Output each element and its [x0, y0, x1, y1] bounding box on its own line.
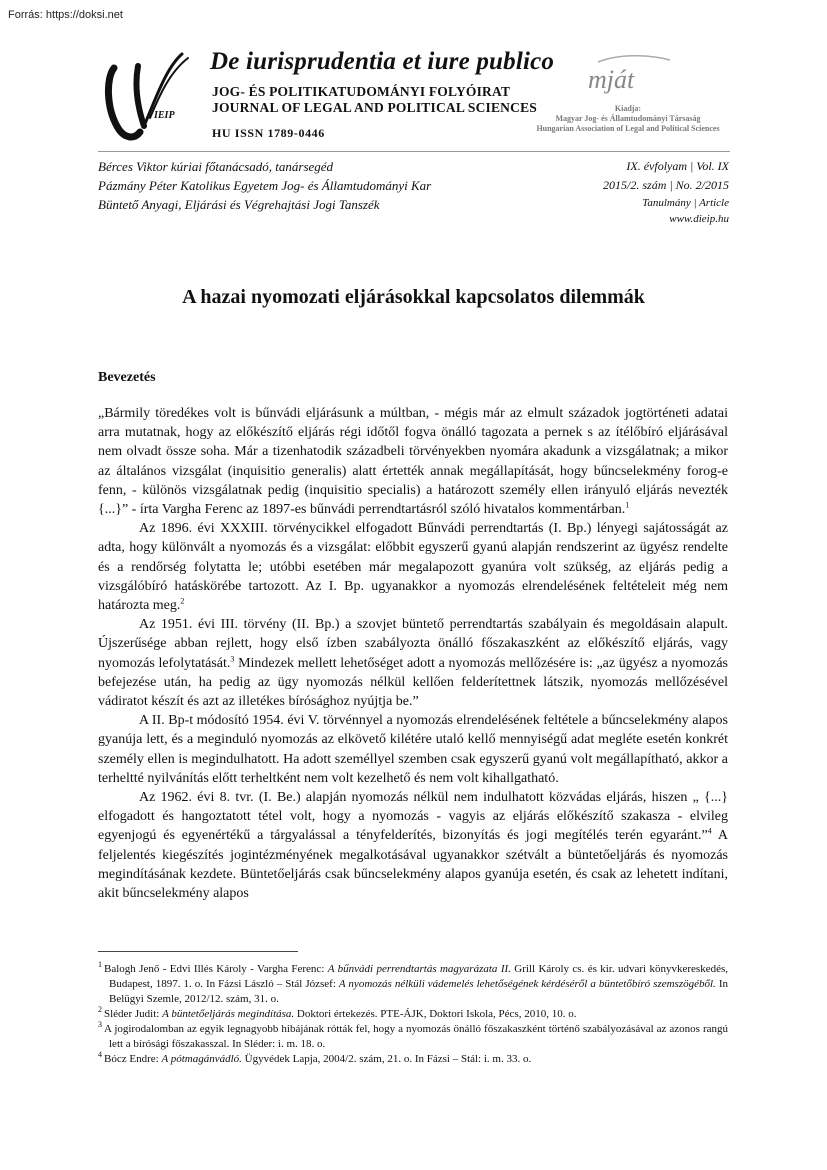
footnotes — [98, 962, 728, 1067]
section-heading: Bevezetés — [98, 370, 156, 385]
journal-logo — [104, 48, 204, 148]
issue-volume: IX. évfolyam | Vol. IX — [626, 159, 729, 173]
paragraph-5: Az 1962. évi 8. tvr. (I. Be.) alapján nyomozás nélkül nem indulhatott közvádas eljárás, hiszen „ {...} elfogadott és hangoztatott tétel volt, hogy a nyomozás - vagyis az eljárás előkészítő szakasza - elvileg egyenjogú és egyenértékű a tárgyalással a tényfelderítés, bizonyítás és jogi megítélés terén egyaránt.”$^4$ A feljelentés kiegészítés jogintézményének megalkotásával ugyanakkor szétvált a büntetőeljárás és nyomozás megindításának kezdete. Büntetőeljárás csak bűncselekmény alapos gyanúja esetén, és csak az lehetett indítani, akit bűncselekmény alapos — [98, 790, 728, 902]
article-title: A hazai nyomozati eljárásokkal kapcsolatos dilemmák — [182, 286, 645, 308]
journal-subtitle-en: JOURNAL OF LEGAL AND POLITICAL SCIENCES — [212, 100, 537, 115]
footnote-2: $^2$ Sléder Judit: A büntetőeljárás megindítása. Doktori értekezés. PTE-ÁJK, Doktori Iskola, Pécs, 2010, 10. o. — [98, 1005, 577, 1020]
journal-issn: HU ISSN 1789-0446 — [212, 126, 325, 140]
publisher-logo-text: mját — [588, 65, 635, 94]
source-line: Forrás: https://doksi.net — [8, 9, 123, 21]
article-body — [98, 404, 728, 903]
logo-text: IEIP — [154, 110, 175, 121]
header-rule — [98, 151, 730, 152]
footnote-rule — [98, 951, 298, 952]
author-line-2: Pázmány Péter Katolikus Egyetem Jog- és Államtudományi Kar — [98, 178, 432, 193]
issue-block — [603, 157, 729, 227]
publisher-name-hu: Magyar Jog- és Államtudományi Társaság — [555, 114, 701, 123]
publisher-label: Kiadja: — [614, 104, 642, 113]
publisher-name-en: Hungarian Association of Legal and Political Sciences — [536, 124, 720, 133]
footnote-ref-1[interactable]: 1 — [625, 500, 630, 510]
footnote-4: $^4$ Bócz Endre: A pótmagánvádló. Ügyvédek Lapja, 2004/2. szám, 21. o. In Fázsi – Stál: i. m. 33. o. — [98, 1050, 532, 1065]
publisher-info — [512, 104, 744, 134]
paragraph-2: Az 1896. évi XXXIII. törvénycikkel elfogadott Bűnvádi perrendtartás (I. Bp.) lényegi sajátosságát az adta, hogy különvált a nyomozás és a vizsgálat: előbbit egyszerű gyanú alapján rendszerint az ügyész rendelte és a rendőrség folytatta le; utóbbi esetében már megalapozott gyanúra volt szükség, az eljárás pedig a vizsgálóbíró hatáskörébe tartozott. Az I. Bp. ugyanakkor a nyomozás elrendelésének feltételeit még nem határozta meg.$^2$ — [98, 521, 728, 614]
footnote-ref-2[interactable]: 2 — [180, 596, 185, 606]
footnote-ref-4[interactable]: 4 — [707, 826, 712, 836]
footnote-3: $^3$ A jogirodalomban az egyik legnagyobb hibájának rótták fel, hogy a nyomozás önálló főszakaszként történő szabályozásával az azonos rangú lett a bírósági főszakasszal. In Sléder: i. m. 18. o. — [98, 1020, 728, 1050]
paragraph-1: „Bármily töredékes volt is bűnvádi eljárásunk a múltban, - mégis már az elmult századok jogtörténeti adatai arra mutatnak, hogy az előkészítő eljárás régi időtől fogva önálló tagozata a pernek s az ítélőbíró eljárásával nem olvadt össze soha. Már a tizenhatodik századbeli törvényekben nyomára akadunk a vizsgálatnak; a mikor az általános vizsgálat (inquisitio generalis) alatt értették annak megállapítását, hogy bűncselekmény forog-e fenn, - különös vizsgálatnak pedig (inquisitio specialis) a határozott személy ellen irányuló eljárás nevezték {...}” - írta Vargha Ferenc az 1897-es bűnvádi perrendtartásról szóló hivatalos kommentárban.$^1$ — [98, 406, 728, 518]
paragraph-4: A II. Bp-t módosító 1954. évi V. törvénnyel a nyomozás elrendelésének feltétele a bűncselekmény alapos gyanúja lett, és a meginduló nyomozás az elkövető kilétére utaló kellő mennyiségű adat megléte esetén konkrét személy ellen is megindulhatott. Ha adott személlyel szemben csak egyszerű gyanú volt megállapítható, akkor a terheltté nyilvánítás előtt terheltként nem volt kezelhető és nem volt kihallgatható. — [98, 713, 728, 786]
paragraph-3: Az 1951. évi III. törvény (II. Bp.) a szovjet büntető perrendtartás szabályain és megoldásain alapult. Újszerűsége abban rejlett, hogy első ízben szabályozta önálló főszakaszként az előkészítő eljárás, vagy nyomozás lefolytatását.$^3$ Mindezek mellett lehetőséget adott a nyomozás mellőzésére is: „az ügyész a nyomozás befejezése után, ha pedig az ügy nyomozás nélkül kellően felderítettnek látszik, nyomozás mellőzésével vádiratot készít és azt az illetékes bírósághoz nyújtja be.” — [98, 617, 728, 710]
website-link[interactable]: www.dieip.hu — [669, 213, 729, 225]
author-block — [98, 157, 431, 214]
footnote-ref-3[interactable]: 3 — [230, 653, 235, 663]
article-type: Tanulmány | Article — [642, 197, 729, 209]
footnote-1: $^1$ Balogh Jenő - Edvi Illés Károly - Vargha Ferenc: A bűnvádi perrendtartás magyarázata II. Grill Károly cs. és kir. udvari könyvkereskedés, Budapest, 1897. 1. o. In Fázsi László – Stál József: A nyomozás nélküli vádemelés lehetőségének kérdéséről a büntetőbíró szemszögéből. In Belügyi Szemle, 2012/12. szám, 31. o. — [98, 960, 728, 1005]
journal-subtitle-hu: JOG- ÉS POLITIKATUDOMÁNYI FOLYÓIRAT — [212, 84, 511, 99]
journal-title: De iurisprudentia et iure publico — [210, 48, 555, 75]
publisher-logo — [578, 50, 678, 100]
author-line-3: Büntető Anyagi, Eljárási és Végrehajtási Jogi Tanszék — [98, 197, 380, 212]
issue-number: 2015/2. szám | No. 2/2015 — [603, 178, 729, 192]
author-line-1: Bérces Viktor kúriai főtanácsadó, tanársegéd — [98, 159, 334, 174]
